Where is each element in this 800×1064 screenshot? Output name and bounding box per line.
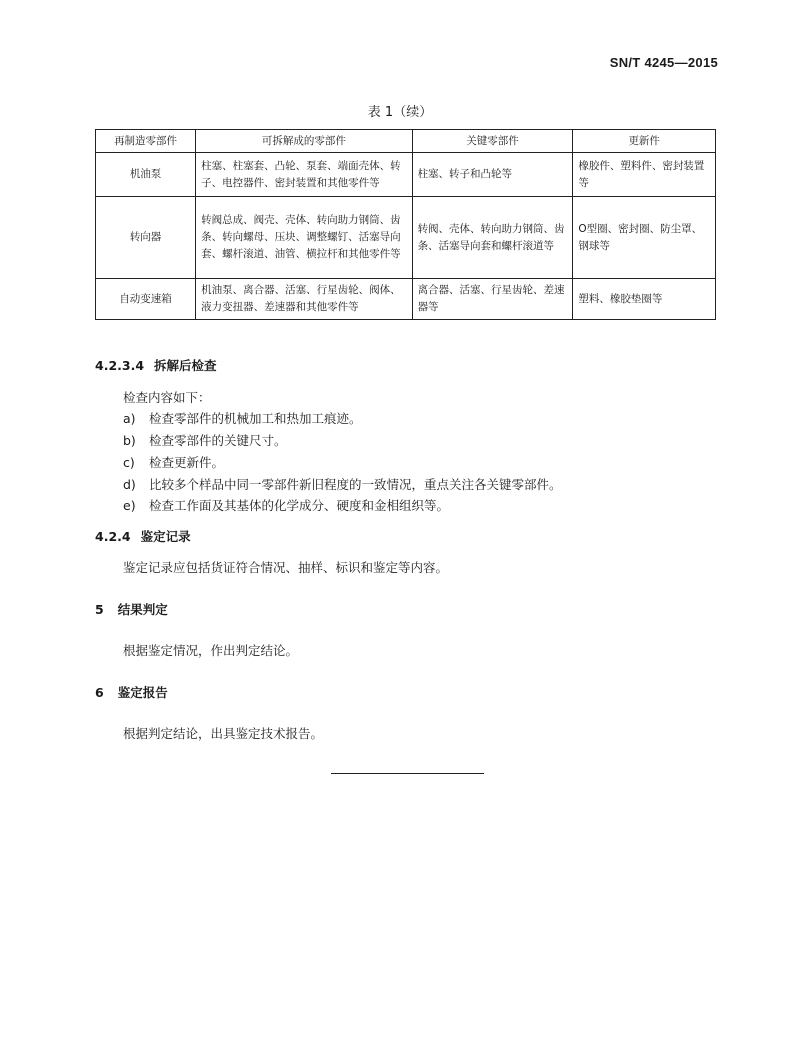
section-title: 结果判定	[117, 602, 168, 617]
column-header-disassembled-parts: 可拆解成的零部件	[196, 130, 412, 153]
section-body: 根据鉴定情况，作出判定结论。	[123, 643, 299, 658]
table-cell: 转向器	[96, 197, 196, 279]
list-marker: c)	[123, 455, 135, 470]
section-heading-6	[95, 683, 168, 701]
list-item	[123, 453, 224, 471]
table-cell: 机油泵、离合器、活塞、行星齿轮、阀体、液力变扭器、差速器和其他零件等	[196, 279, 412, 320]
section-body: 鉴定记录应包括货证符合情况、抽样、标识和鉴定等内容。	[123, 560, 449, 575]
parts-table	[95, 129, 716, 320]
list-text: 检查工作面及其基体的化学成分、硬度和金相组织等。	[149, 498, 450, 513]
end-of-document-rule	[331, 773, 484, 774]
section-number: 6	[95, 685, 104, 700]
list-marker: e)	[123, 498, 136, 513]
table-cell: 离合器、活塞、行星齿轮、差速器等	[412, 279, 573, 320]
table-cell: 转阀总成、阀壳、壳体、转向助力钢筒、齿条、转向螺母、压块、调整螺钉、活塞导向套、螺杆滚道、油管、横拉杆和其他零件等	[196, 197, 412, 279]
list-marker: b)	[123, 433, 136, 448]
table-cell: 柱塞、转子和凸轮等	[412, 153, 573, 197]
table-cell: 自动变速箱	[96, 279, 196, 320]
list-text: 检查零部件的关键尺寸。	[149, 433, 287, 448]
table-row	[96, 197, 716, 279]
section-number: 4.2.4	[95, 529, 131, 544]
section-heading-4234	[95, 356, 217, 374]
column-header-replacement-parts: 更新件	[573, 130, 716, 153]
list-marker: a)	[123, 411, 136, 426]
section-number: 4.2.3.4	[95, 358, 145, 373]
table-cell: 塑料、橡胶垫圈等	[573, 279, 716, 320]
list-marker: d)	[123, 477, 136, 492]
section-title: 拆解后检查	[154, 358, 217, 373]
list-item	[123, 475, 562, 493]
standard-code: SN/T 4245—2015	[609, 55, 718, 70]
section-intro: 检查内容如下：	[123, 390, 211, 405]
list-text: 比较多个样品中同一零部件新旧程度的一致情况，重点关注各关键零部件。	[149, 477, 562, 492]
column-header-key-parts: 关键零部件	[412, 130, 573, 153]
list-text: 检查更新件。	[149, 455, 225, 470]
section-title: 鉴定记录	[140, 529, 191, 544]
table-cell: 柱塞、柱塞套、凸轮、泵套、端面壳体、转子、电控器件、密封装置和其他零件等	[196, 153, 412, 197]
section-title: 鉴定报告	[117, 685, 168, 700]
section-number: 5	[95, 602, 104, 617]
table-cell: O型圈、密封圈、防尘罩、钢球等	[573, 197, 716, 279]
table-cell: 橡胶件、塑料件、密封装置等	[573, 153, 716, 197]
list-item	[123, 409, 362, 427]
table-row	[96, 153, 716, 197]
column-header-remanufactured-part: 再制造零部件	[96, 130, 196, 153]
table-cell: 转阀、壳体、转向助力钢筒、齿条、活塞导向套和螺杆滚道等	[412, 197, 573, 279]
section-body: 根据判定结论，出具鉴定技术报告。	[123, 726, 324, 741]
table-cell: 机油泵	[96, 153, 196, 197]
section-heading-424	[95, 527, 191, 545]
table-row	[96, 279, 716, 320]
table-title: 表 1（续）	[367, 105, 433, 120]
table-header-row	[96, 130, 716, 153]
list-item	[123, 431, 287, 449]
list-text: 检查零部件的机械加工和热加工痕迹。	[149, 411, 362, 426]
section-heading-5	[95, 600, 168, 618]
list-item	[123, 496, 449, 514]
